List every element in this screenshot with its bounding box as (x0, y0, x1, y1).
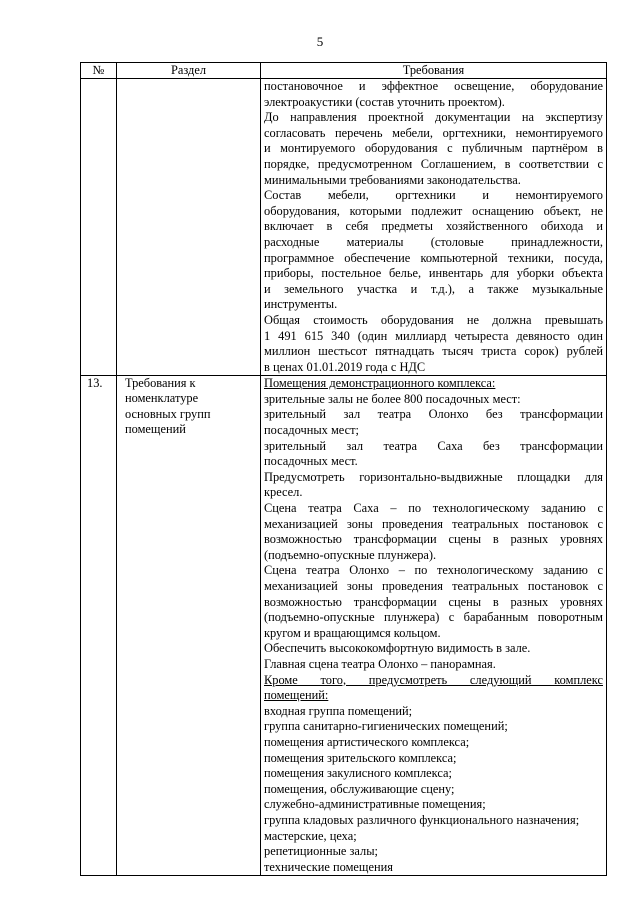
requirement-line: Кроме того, предусмотреть следующий комплекс (264, 672, 603, 687)
requirement-line: зрительные залы не более 800 посадочных мест: (264, 391, 521, 406)
requirement-line: посадочных мест. (264, 454, 358, 469)
requirement-line: и монтируемого оборудования с публичным партнёром в (264, 141, 603, 156)
row-requirements (261, 376, 607, 876)
requirements-table (80, 62, 607, 876)
requirement-line: Главная сцена театра Олонхо – панорамная. (264, 656, 496, 671)
section-line: помещений (125, 421, 186, 436)
requirement-line: оборудования, которыми подлежит оснащению объект, не (264, 203, 603, 218)
section-line: Требования к (125, 376, 196, 391)
requirement-line: механизацией зоны проведения театральных постановок с (264, 516, 603, 531)
header-requirements: Требования (261, 63, 607, 79)
requirement-line: программное обеспечение компьютерной техники, посуда, (264, 250, 603, 265)
row-section (117, 79, 261, 376)
requirement-line: минимальными требованиями законодательства. (264, 172, 521, 187)
row-section (117, 376, 261, 876)
requirement-line: приборы, постельное белье, инвентарь для уборки объекта (264, 266, 603, 281)
requirement-line: возможностью трансформации сцены в разных уровнях (264, 532, 603, 547)
page-number: 5 (316, 34, 324, 49)
requirement-line: расходные материалы (столовые принадлежности, (264, 234, 603, 249)
requirement-line: входная группа помещений; (264, 703, 413, 718)
requirement-line: Сцена театра Саха – по технологическому заданию с (264, 501, 603, 516)
requirement-line: (подъемно-опускные плунжера) с барабанным поворотным (264, 610, 603, 625)
requirement-line: зрительный зал театра Олонхо без трансформации (264, 407, 603, 422)
requirement-line: миллион шестьсот пятнадцать тысяч триста сорок) рублей (264, 344, 603, 359)
requirement-line: механизацией зоны проведения театральных постановок с (264, 579, 603, 593)
requirement-line: До направления проектной документации на экспертизу (264, 110, 603, 125)
requirement-line: включает в себя предметы хозяйственного обихода и (264, 219, 603, 234)
requirement-line: технические помещения (264, 859, 393, 874)
header-number: № (81, 63, 117, 79)
requirement-line: кругом и вращающимся кольцом. (264, 625, 441, 640)
requirement-line: группа кладовых различного функционального назначения; (264, 812, 580, 827)
requirement-line: 1 491 615 340 (один миллиард четыреста девяносто один (264, 328, 603, 343)
requirement-line: инструменты. (264, 297, 338, 312)
requirement-line: помещения, обслуживающие сцену; (264, 781, 455, 796)
requirement-line: Помещения демонстрационного комплекса: (264, 376, 496, 391)
requirement-line: помещения артистического комплекса; (264, 734, 470, 749)
row-number (81, 79, 117, 376)
requirement-line: Сцена театра Олонхо – по технологическому заданию с (264, 563, 603, 578)
requirement-line: Предусмотреть горизонтально-выдвижные площадки для (264, 469, 603, 484)
requirement-line: (подъемно-опускные плунжера). (264, 547, 437, 562)
requirement-line: репетиционные залы; (264, 844, 378, 859)
requirement-line: Общая стоимость оборудования не должна превышать (264, 312, 603, 327)
requirement-line: помещений: (264, 688, 329, 703)
section-line: номенклатуре (125, 391, 199, 406)
requirement-line: посадочных мест; (264, 423, 359, 438)
header-section: Раздел (117, 63, 261, 79)
requirement-line: кресел. (264, 485, 303, 500)
requirement-line: служебно-административные помещения; (264, 797, 486, 812)
requirement-line: помещения зрительского комплекса; (264, 750, 457, 765)
requirement-line: согласовать перечень мебели, оргтехники, немонтируемого (264, 125, 603, 140)
row-requirements (261, 79, 607, 376)
table-header-row (81, 63, 607, 79)
requirement-line: в ценах 01.01.2019 года с НДС (264, 359, 426, 374)
row-number: 13. (81, 376, 117, 876)
requirement-line: Состав мебели, оргтехники и немонтируемого (264, 188, 603, 203)
requirement-line: порядке, предусмотренном Соглашением, в соответствии с (264, 156, 603, 171)
table-row (81, 376, 607, 876)
requirement-line: помещения закулисного комплекса; (264, 766, 452, 781)
requirement-line: электроакустики (состав уточнить проектом). (264, 94, 505, 109)
requirement-line: Обеспечить высококомфортную видимость в зале. (264, 641, 531, 656)
requirement-line: постановочное и эффектное освещение, оборудование (264, 79, 603, 93)
requirement-line: мастерские, цеха; (264, 828, 357, 843)
requirement-line: зрительный зал театра Саха без трансформации (264, 438, 603, 453)
requirement-line: группа санитарно-гигиенических помещений; (264, 719, 508, 734)
table-row (81, 79, 607, 376)
section-line: основных групп (125, 406, 211, 421)
requirement-line: и земельного участка и т.д.), а также музыкальные (264, 281, 603, 296)
requirement-line: возможностью трансформации сцены в разных уровнях (264, 594, 603, 609)
